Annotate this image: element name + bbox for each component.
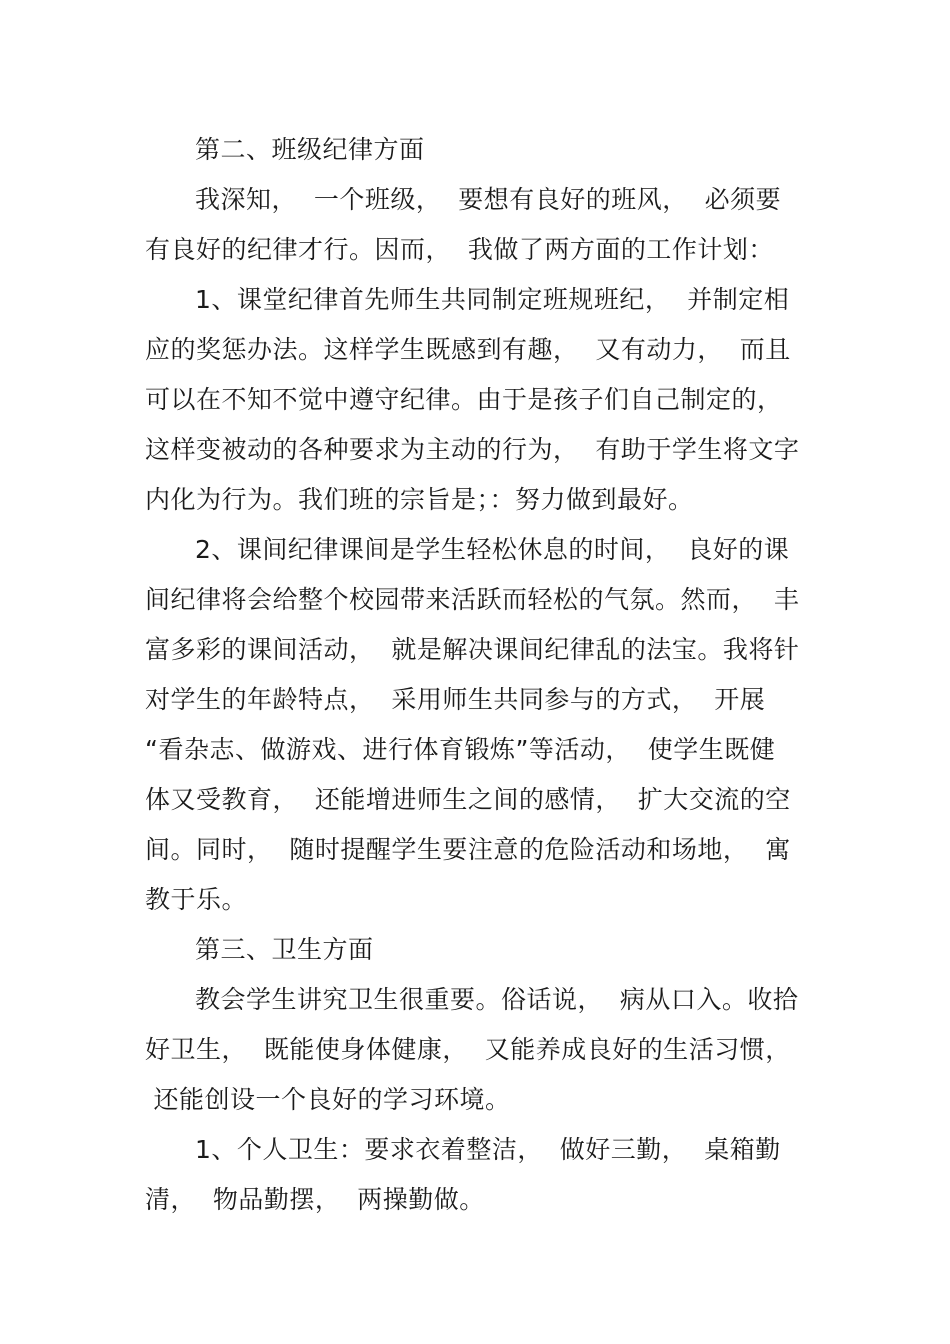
paragraph-line: 还能创设一个良好的学习环境。 [145, 1085, 511, 1114]
paragraph-line: 1、课堂纪律首先师生共同制定班规班纪， 并制定相 [195, 285, 790, 314]
paragraph-line: 内化为行为。我们班的宗旨是；：努力做到最好。 [145, 485, 694, 514]
paragraph-line: 间。同时， 随时提醒学生要注意的危险活动和场地， 寓 [145, 835, 791, 864]
paragraph-line: “看杂志、做游戏、进行体育锻炼”等活动， 使学生既健 [145, 735, 776, 764]
paragraph-line: 对学生的年龄特点， 采用师生共同参与的方式， 开展 [145, 685, 766, 714]
paragraph-line: 我深知， 一个班级， 要想有良好的班风， 必须要 [195, 185, 782, 214]
paragraph-line: 富多彩的课间活动， 就是解决课间纪律乱的法宝。我将针 [145, 635, 800, 664]
paragraph-line: 可以在不知不觉中遵守纪律。由于是孩子们自己制定的， [145, 385, 783, 414]
section-heading-discipline: 第二、班级纪律方面 [195, 135, 425, 164]
paragraph-line: 体又受教育， 还能增进师生之间的感情， 扩大交流的空 [145, 785, 791, 814]
paragraph-line: 好卫生， 既能使身体健康， 又能养成良好的生活习惯， [145, 1035, 791, 1064]
paragraph-line: 教会学生讲究卫生很重要。俗话说， 病从口入。收拾 [195, 985, 799, 1014]
paragraph-line: 清， 物品勤摆， 两操勤做。 [145, 1185, 485, 1214]
paragraph-line: 教于乐。 [145, 885, 248, 914]
paragraph-line: 2、课间纪律课间是学生轻松休息的时间， 良好的课 [195, 535, 790, 564]
paragraph-line: 这样变被动的各种要求为主动的行为， 有助于学生将文字 [145, 435, 800, 464]
paragraph-line: 有良好的纪律才行。因而， 我做了两方面的工作计划： [145, 235, 774, 264]
paragraph-line: 间纪律将会给整个校园带来活跃而轻松的气氛。然而， 丰 [145, 585, 800, 614]
paragraph-line: 应的奖惩办法。这样学生既感到有趣， 又有动力， 而且 [145, 335, 791, 364]
paragraph-line: 1、个人卫生：要求衣着整洁， 做好三勤， 桌箱勤 [195, 1135, 781, 1164]
section-heading-hygiene: 第三、卫生方面 [195, 935, 374, 964]
